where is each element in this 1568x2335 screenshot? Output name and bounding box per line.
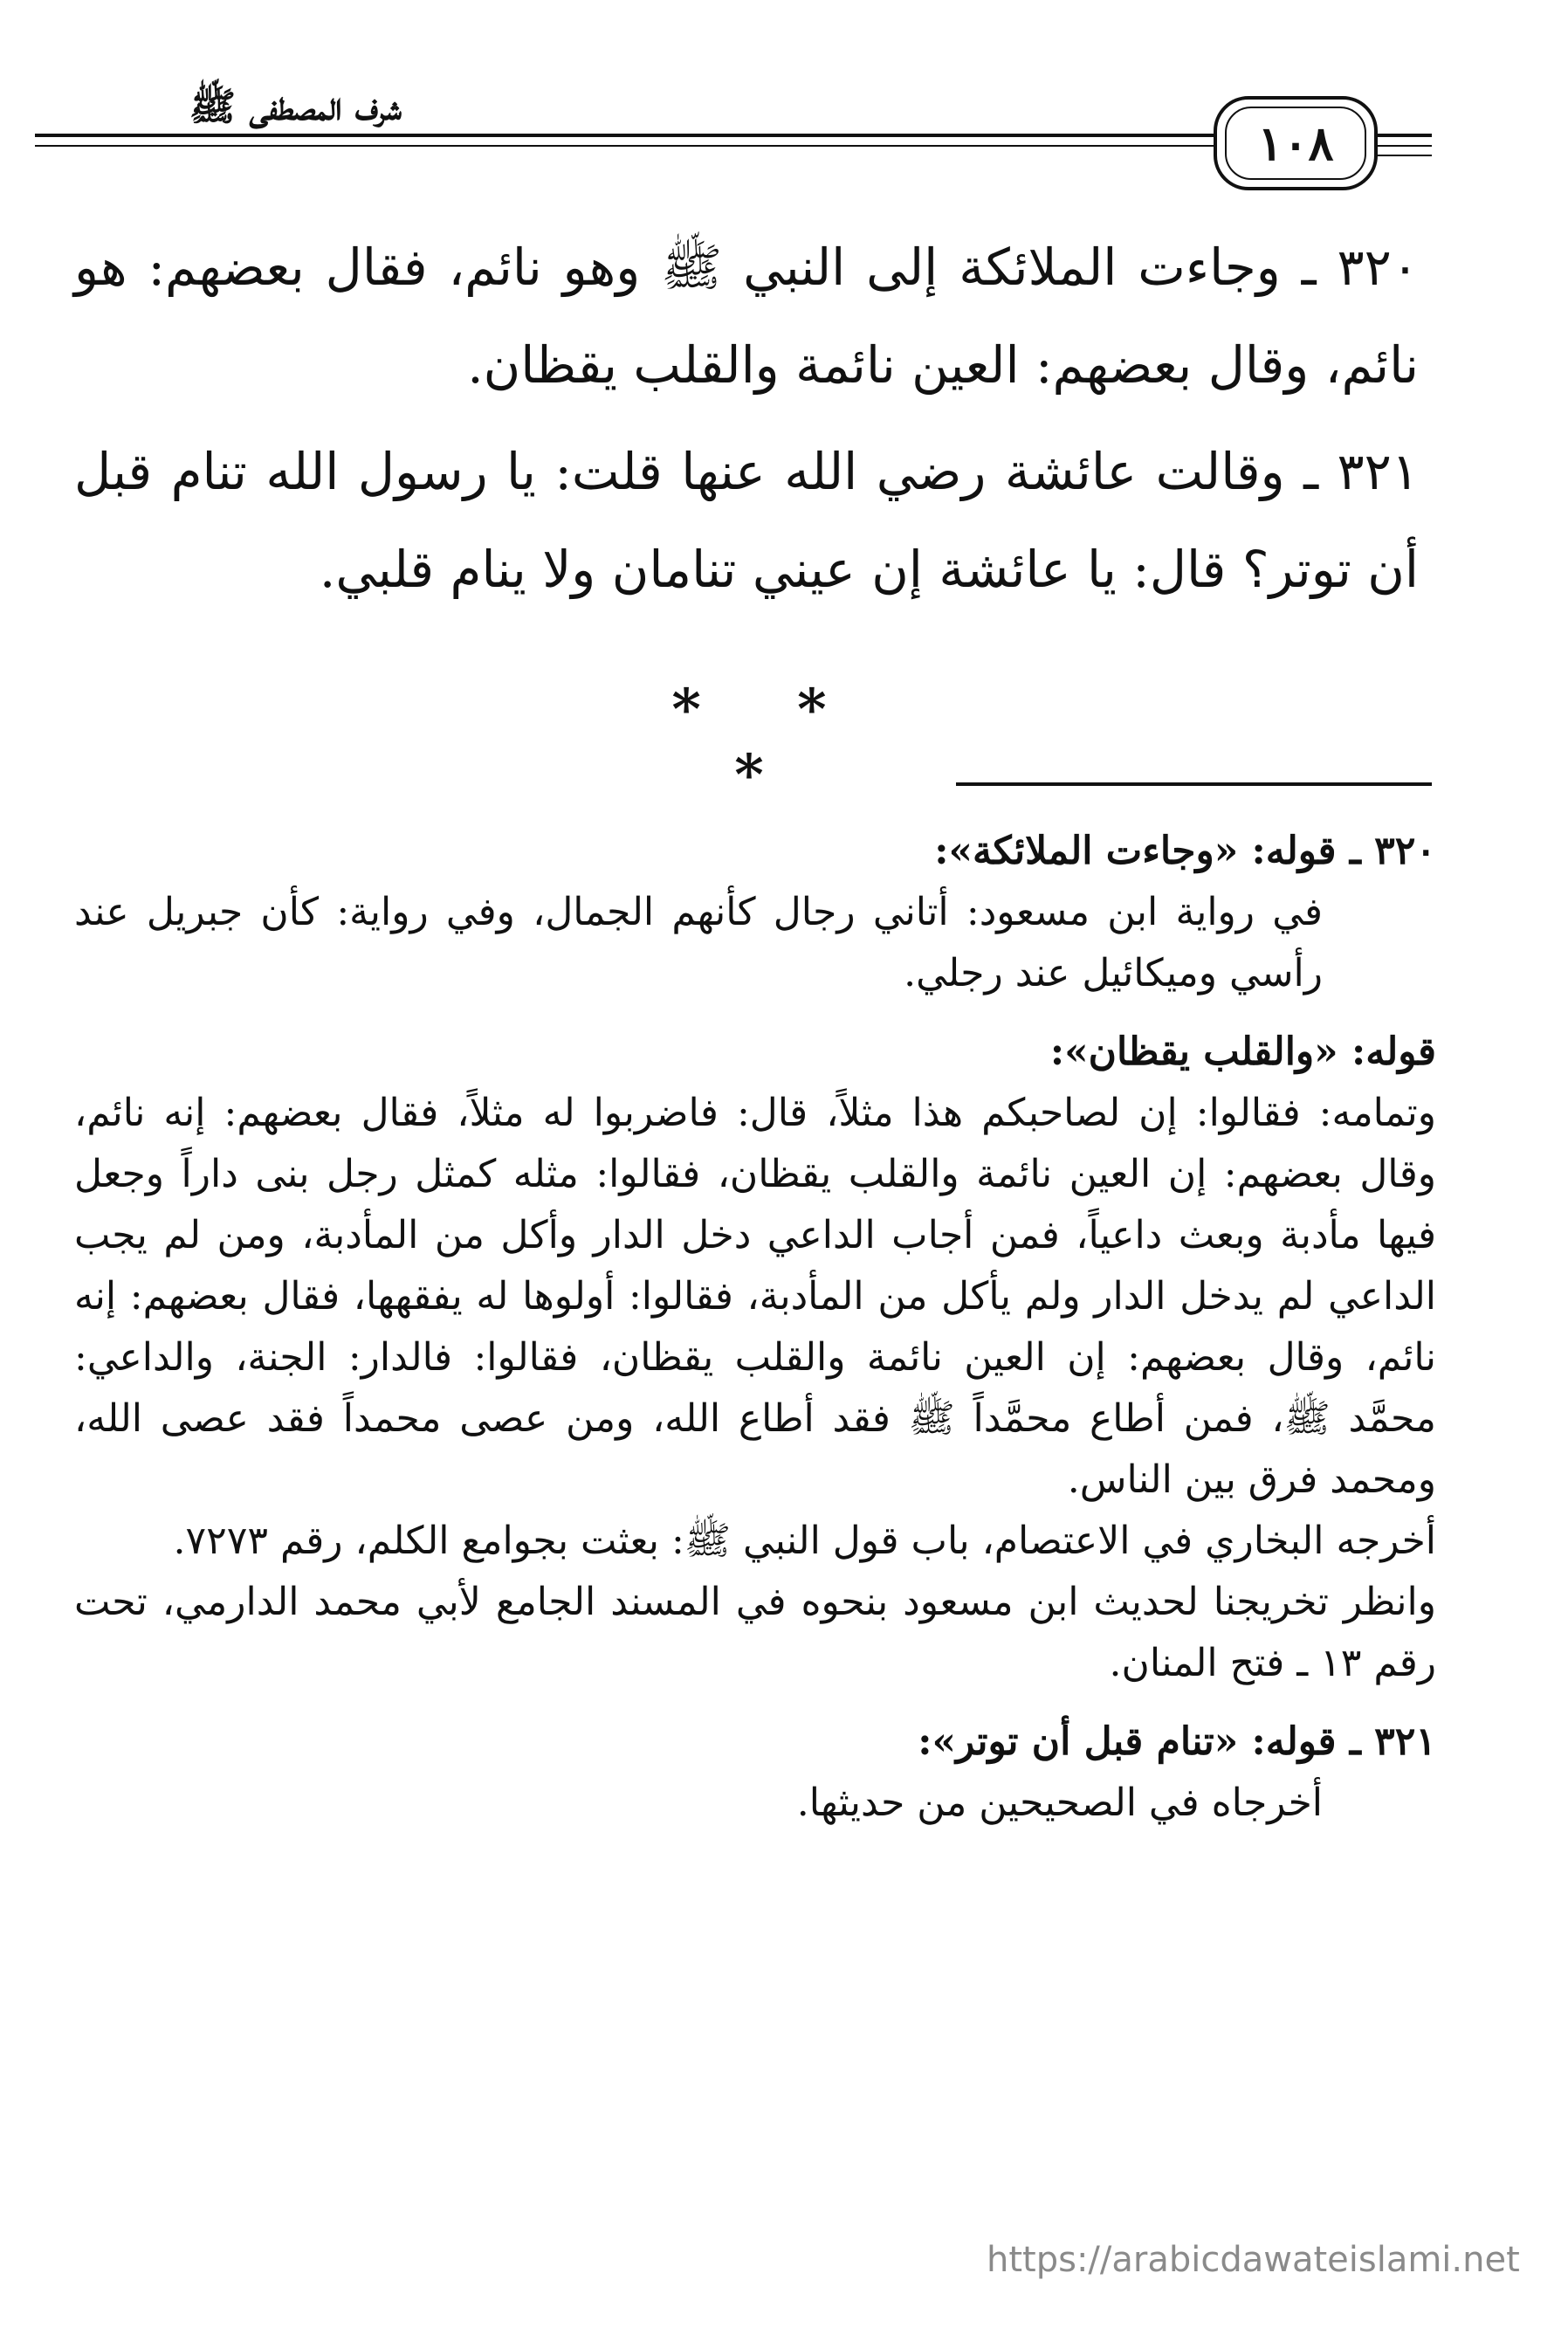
hadith-321: ٣٢١ ـ وقالت عائشة رضي الله عنها قلت: يا رسول الله تنام قبل أن توتر؟ قال: يا عائشة إن عيني تنامان ولا ينام قلبي. xyxy=(74,442,1419,599)
footnote-qalb-source: أخرجه البخاري في الاعتصام، باب قول النبي ﷺ: بعثت بجوامع الكلم، رقم ٧٢٧٣. xyxy=(173,1519,1436,1563)
footnote-320-body: في رواية ابن مسعود: أتاني رجال كأنهم الجمال، وفي رواية: كأن جبريل عند رأسي وميكائيل عند رجلي. xyxy=(74,890,1323,995)
footnote-320-head: ٣٢٠ ـ قوله: «وجاءت الملائكة»: xyxy=(934,829,1436,873)
page-number: ١٠٨ xyxy=(1257,115,1334,171)
footnotes xyxy=(74,821,1436,1834)
footnote-qalb-head: قوله: «والقلب يقظان»: xyxy=(1049,1030,1436,1074)
footnote-qalb-see: وانظر تخريجنا لحديث ابن مسعود بنحوه في المسند الجامع لأبي محمد الدارمي، تحت رقم ١٣ ـ فتح المنان. xyxy=(74,1580,1436,1685)
page-number-badge xyxy=(1214,96,1378,190)
source-watermark[interactable]: https://arabicdawateislami.net xyxy=(987,2240,1520,2280)
hadith-320: ٣٢٠ ـ وجاءت الملائكة إلى النبي ﷺ وهو نائم، فقال بعضهم: هو نائم، وقال بعضهم: العين نائمة والقلب يقظان. xyxy=(74,238,1419,395)
footnote-321-body: أخرجاه في الصحيحين من حديثها. xyxy=(796,1781,1323,1825)
footnote-rule xyxy=(956,782,1432,786)
footnote-321-head: ٣٢١ ـ قوله: «تنام قبل أن توتر»: xyxy=(918,1719,1436,1764)
running-title: شرف المصطفى ﷺ xyxy=(189,85,402,129)
section-separator: * * * xyxy=(671,677,865,808)
footnote-qalb-body: وتمامه: فقالوا: إن لصاحبكم هذا مثلاً، قال: فاضربوا له مثلاً، فقال بعضهم: إنه نائم، وقال بعضهم: إن العين نائمة والقلب يقظان، فقالوا: مثله كمثل رجل بنى داراً وجعل فيها مأدبة وبعث داعياً، فمن أجاب الداعي دخل الدار وأكل من المأدبة، ومن لم يجب الداعي لم يدخل الدار ولم يأكل من المأدبة، فقالوا: أولوها له يفقهها، فقال بعضهم: إنه نائم، وقال بعضهم: إن العين نائمة والقلب يقظان، فقالوا: فالدار: الجنة، والداعي: محمَّد ﷺ، فمن أطاع محمَّداً ﷺ فقد أطاع الله، ومن عصى محمداً فقد عصى الله، ومحمد فرق بين الناس. xyxy=(74,1091,1436,1502)
main-text xyxy=(74,218,1419,618)
